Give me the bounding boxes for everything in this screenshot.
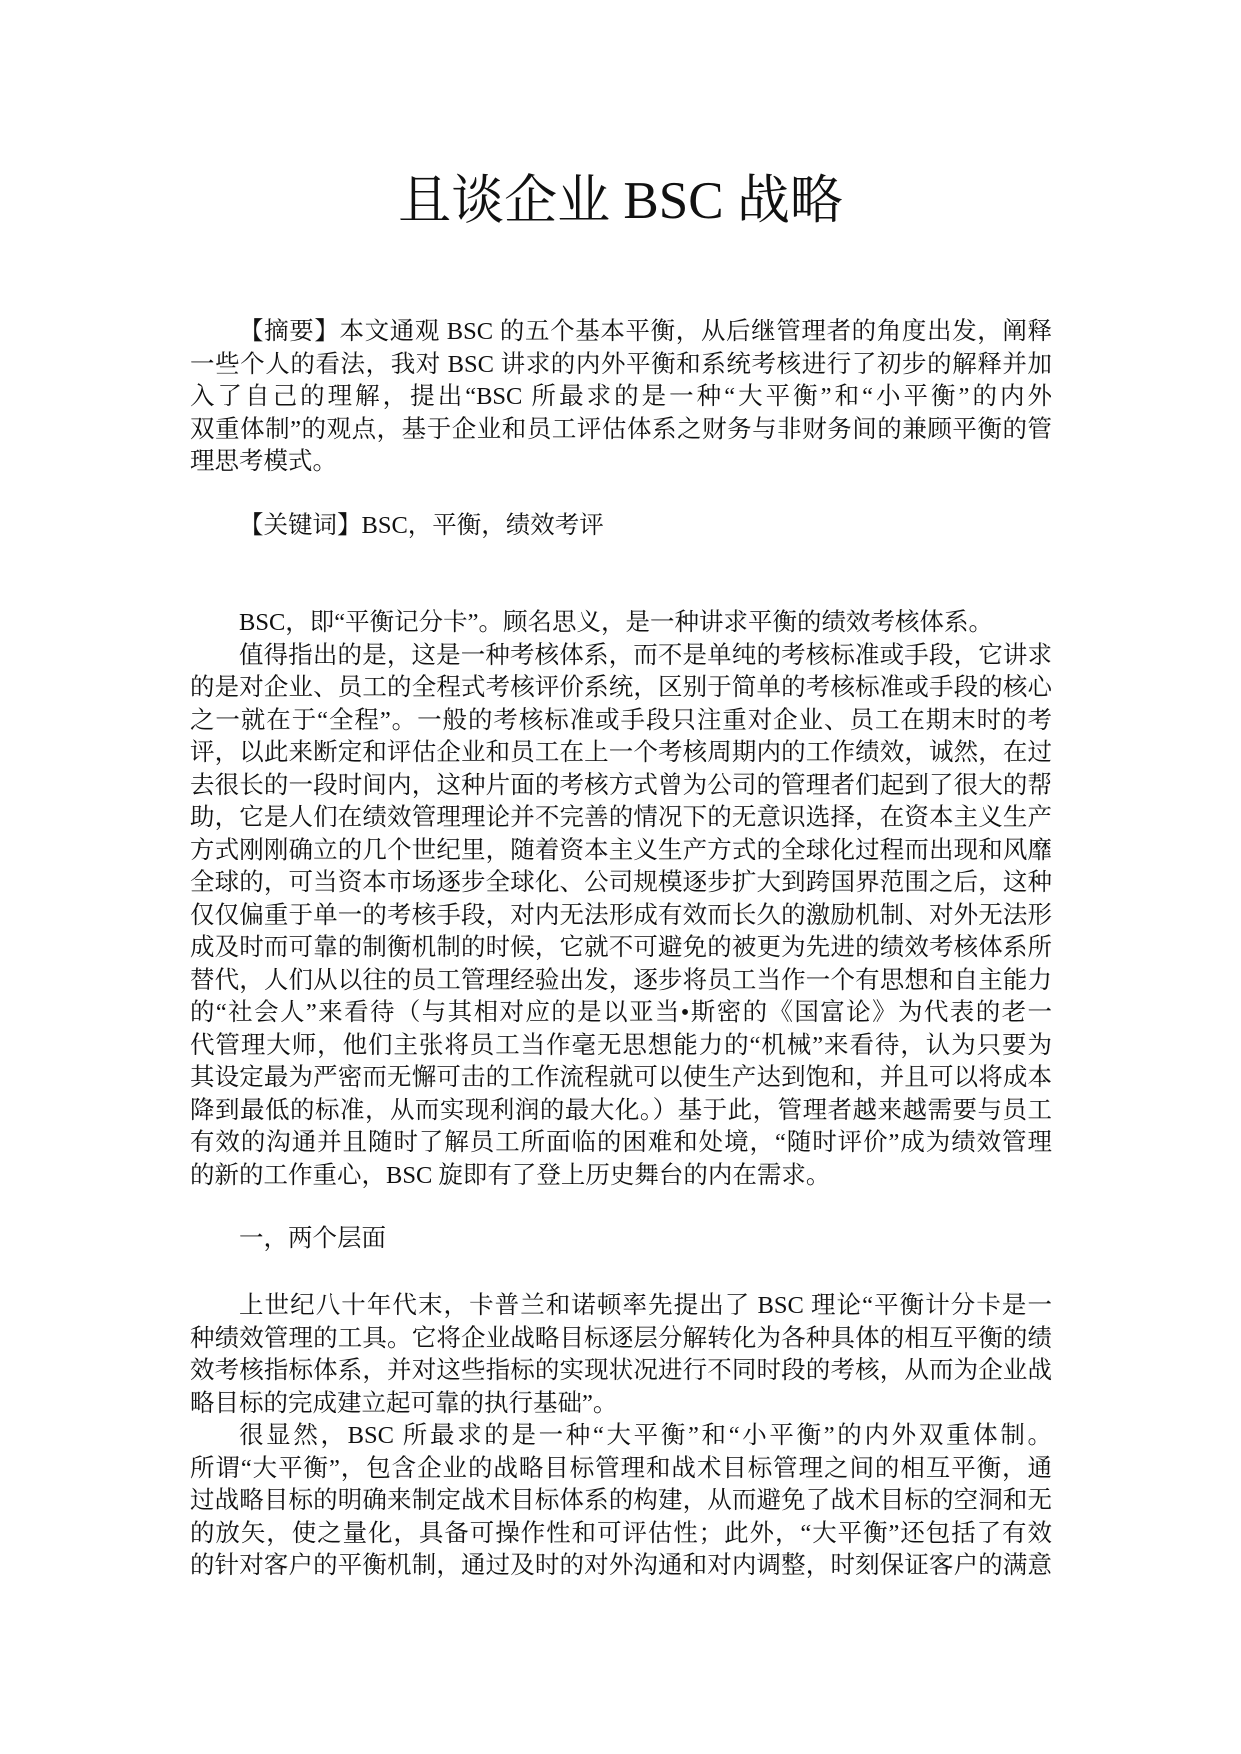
text-line: 评，以此来断定和评估企业和员工在上一个考核周期内的工作绩效，诚然，在过	[190, 739, 1052, 766]
section-heading	[190, 1223, 1052, 1256]
abstract-paragraph	[190, 316, 1052, 479]
text-line: 之一就在于“全程”。一般的考核标准或手段只注重对企业、员工在期末时的考	[190, 706, 1052, 734]
body-paragraph	[190, 640, 1052, 1193]
text-line: 过战略目标的明确来制定战术目标体系的构建，从而避免了战术目标的空洞和无	[190, 1487, 1052, 1514]
text-line: 所谓“大平衡”，包含企业的战略目标管理和战术目标管理之间的相互平衡，通	[190, 1454, 1052, 1482]
text-line: 助，它是人们在绩效管理理论并不完善的情况下的无意识选择，在资本主义生产	[190, 804, 1052, 831]
intro-body	[190, 607, 1052, 1192]
text-line: 理思考模式。	[190, 448, 337, 475]
section-heading-text: 一，两个层面	[239, 1225, 386, 1252]
text-line: 全球的，可当资本市场逐步全球化、公司规模逐步扩大到跨国界范围之后，这种	[190, 869, 1052, 896]
keywords-line: 【关键词】BSC，平衡，绩效考评	[239, 512, 604, 539]
text-line: 的“社会人”来看待（与其相对应的是以亚当•斯密的《国富论》为代表的老一	[190, 999, 1052, 1026]
text-line: 值得指出的是，这是一种考核体系，而不是单纯的考核标准或手段，它讲求	[239, 641, 1052, 669]
text-line: 方式刚刚确立的几个世纪里，随着资本主义生产方式的全球化过程而出现和风靡	[190, 836, 1052, 864]
text-line: 去很长的一段时间内，这种片面的考核方式曾为公司的管理者们起到了很大的帮	[190, 771, 1052, 799]
text-line: 【摘要】本文通观 BSC 的五个基本平衡，从后继管理者的角度出发，阐释	[239, 318, 1052, 345]
text-line: 有效的沟通并且随时了解员工所面临的困难和处境，“随时评价”成为绩效管理	[190, 1129, 1052, 1156]
text-line: 种绩效管理的工具。它将企业战略目标逐层分解转化为各种具体的相互平衡的绩	[190, 1324, 1052, 1352]
text-line: 的新的工作重心，BSC 旋即有了登上历史舞台的内在需求。	[190, 1161, 831, 1189]
body-paragraph	[190, 607, 1052, 640]
text-line: 降到最低的标准，从而实现利润的最大化。）基于此，管理者越来越需要与员工	[190, 1096, 1052, 1124]
text-line: 的针对客户的平衡机制，通过及时的对外沟通和对内调整，时刻保证客户的满意	[190, 1552, 1052, 1579]
text-line: BSC，即“平衡记分卡”。顾名思义，是一种讲求平衡的绩效考核体系。	[239, 609, 994, 636]
body-paragraph	[190, 1420, 1052, 1583]
text-line: 的是对企业、员工的全程式考核评价系统，区别于简单的考核标准或手段的核心	[190, 674, 1052, 701]
body-paragraph	[190, 1290, 1052, 1420]
text-line: 上世纪八十年代末，卡普兰和诺顿率先提出了 BSC 理论“平衡计分卡是一	[239, 1292, 1052, 1319]
text-line: 仅仅偏重于单一的考核手段，对内无法形成有效而长久的激励机制、对外无法形	[190, 901, 1052, 929]
text-line: 一些个人的看法，我对 BSC 讲求的内外平衡和系统考核进行了初步的解释并加	[190, 350, 1052, 378]
text-line: 成及时而可靠的制衡机制的时候，它就不可避免的被更为先进的绩效考核体系所	[190, 934, 1052, 961]
document-title: 且谈企业 BSC 战略	[398, 172, 843, 230]
keywords-paragraph	[190, 510, 1052, 543]
text-line: 很显然，BSC 所最求的是一种“大平衡”和“小平衡”的内外双重体制。	[239, 1422, 1052, 1449]
text-line: 替代，人们从以往的员工管理经验出发，逐步将员工当作一个有思想和自主能力	[190, 966, 1052, 994]
text-line: 入了自己的理解，提出“BSC 所最求的是一种“大平衡”和“小平衡”的内外	[190, 383, 1052, 410]
text-line: 效考核指标体系，并对这些指标的实现状况进行不同时段的考核，从而为企业战	[190, 1357, 1052, 1384]
text-line: 其设定最为严密而无懈可击的工作流程就可以使生产达到饱和，并且可以将成本	[190, 1064, 1052, 1091]
text-line: 略目标的完成建立起可靠的执行基础”。	[190, 1389, 618, 1417]
section-body	[190, 1290, 1052, 1583]
text-line: 代管理大师，他们主张将员工当作毫无思想能力的“机械”来看待，认为只要为	[190, 1031, 1052, 1059]
text-line: 的放矢，使之量化，具备可操作性和可评估性；此外，“大平衡”还包括了有效	[190, 1519, 1052, 1547]
text-line: 双重体制”的观点，基于企业和员工评估体系之财务与非财务间的兼顾平衡的管	[190, 415, 1052, 443]
